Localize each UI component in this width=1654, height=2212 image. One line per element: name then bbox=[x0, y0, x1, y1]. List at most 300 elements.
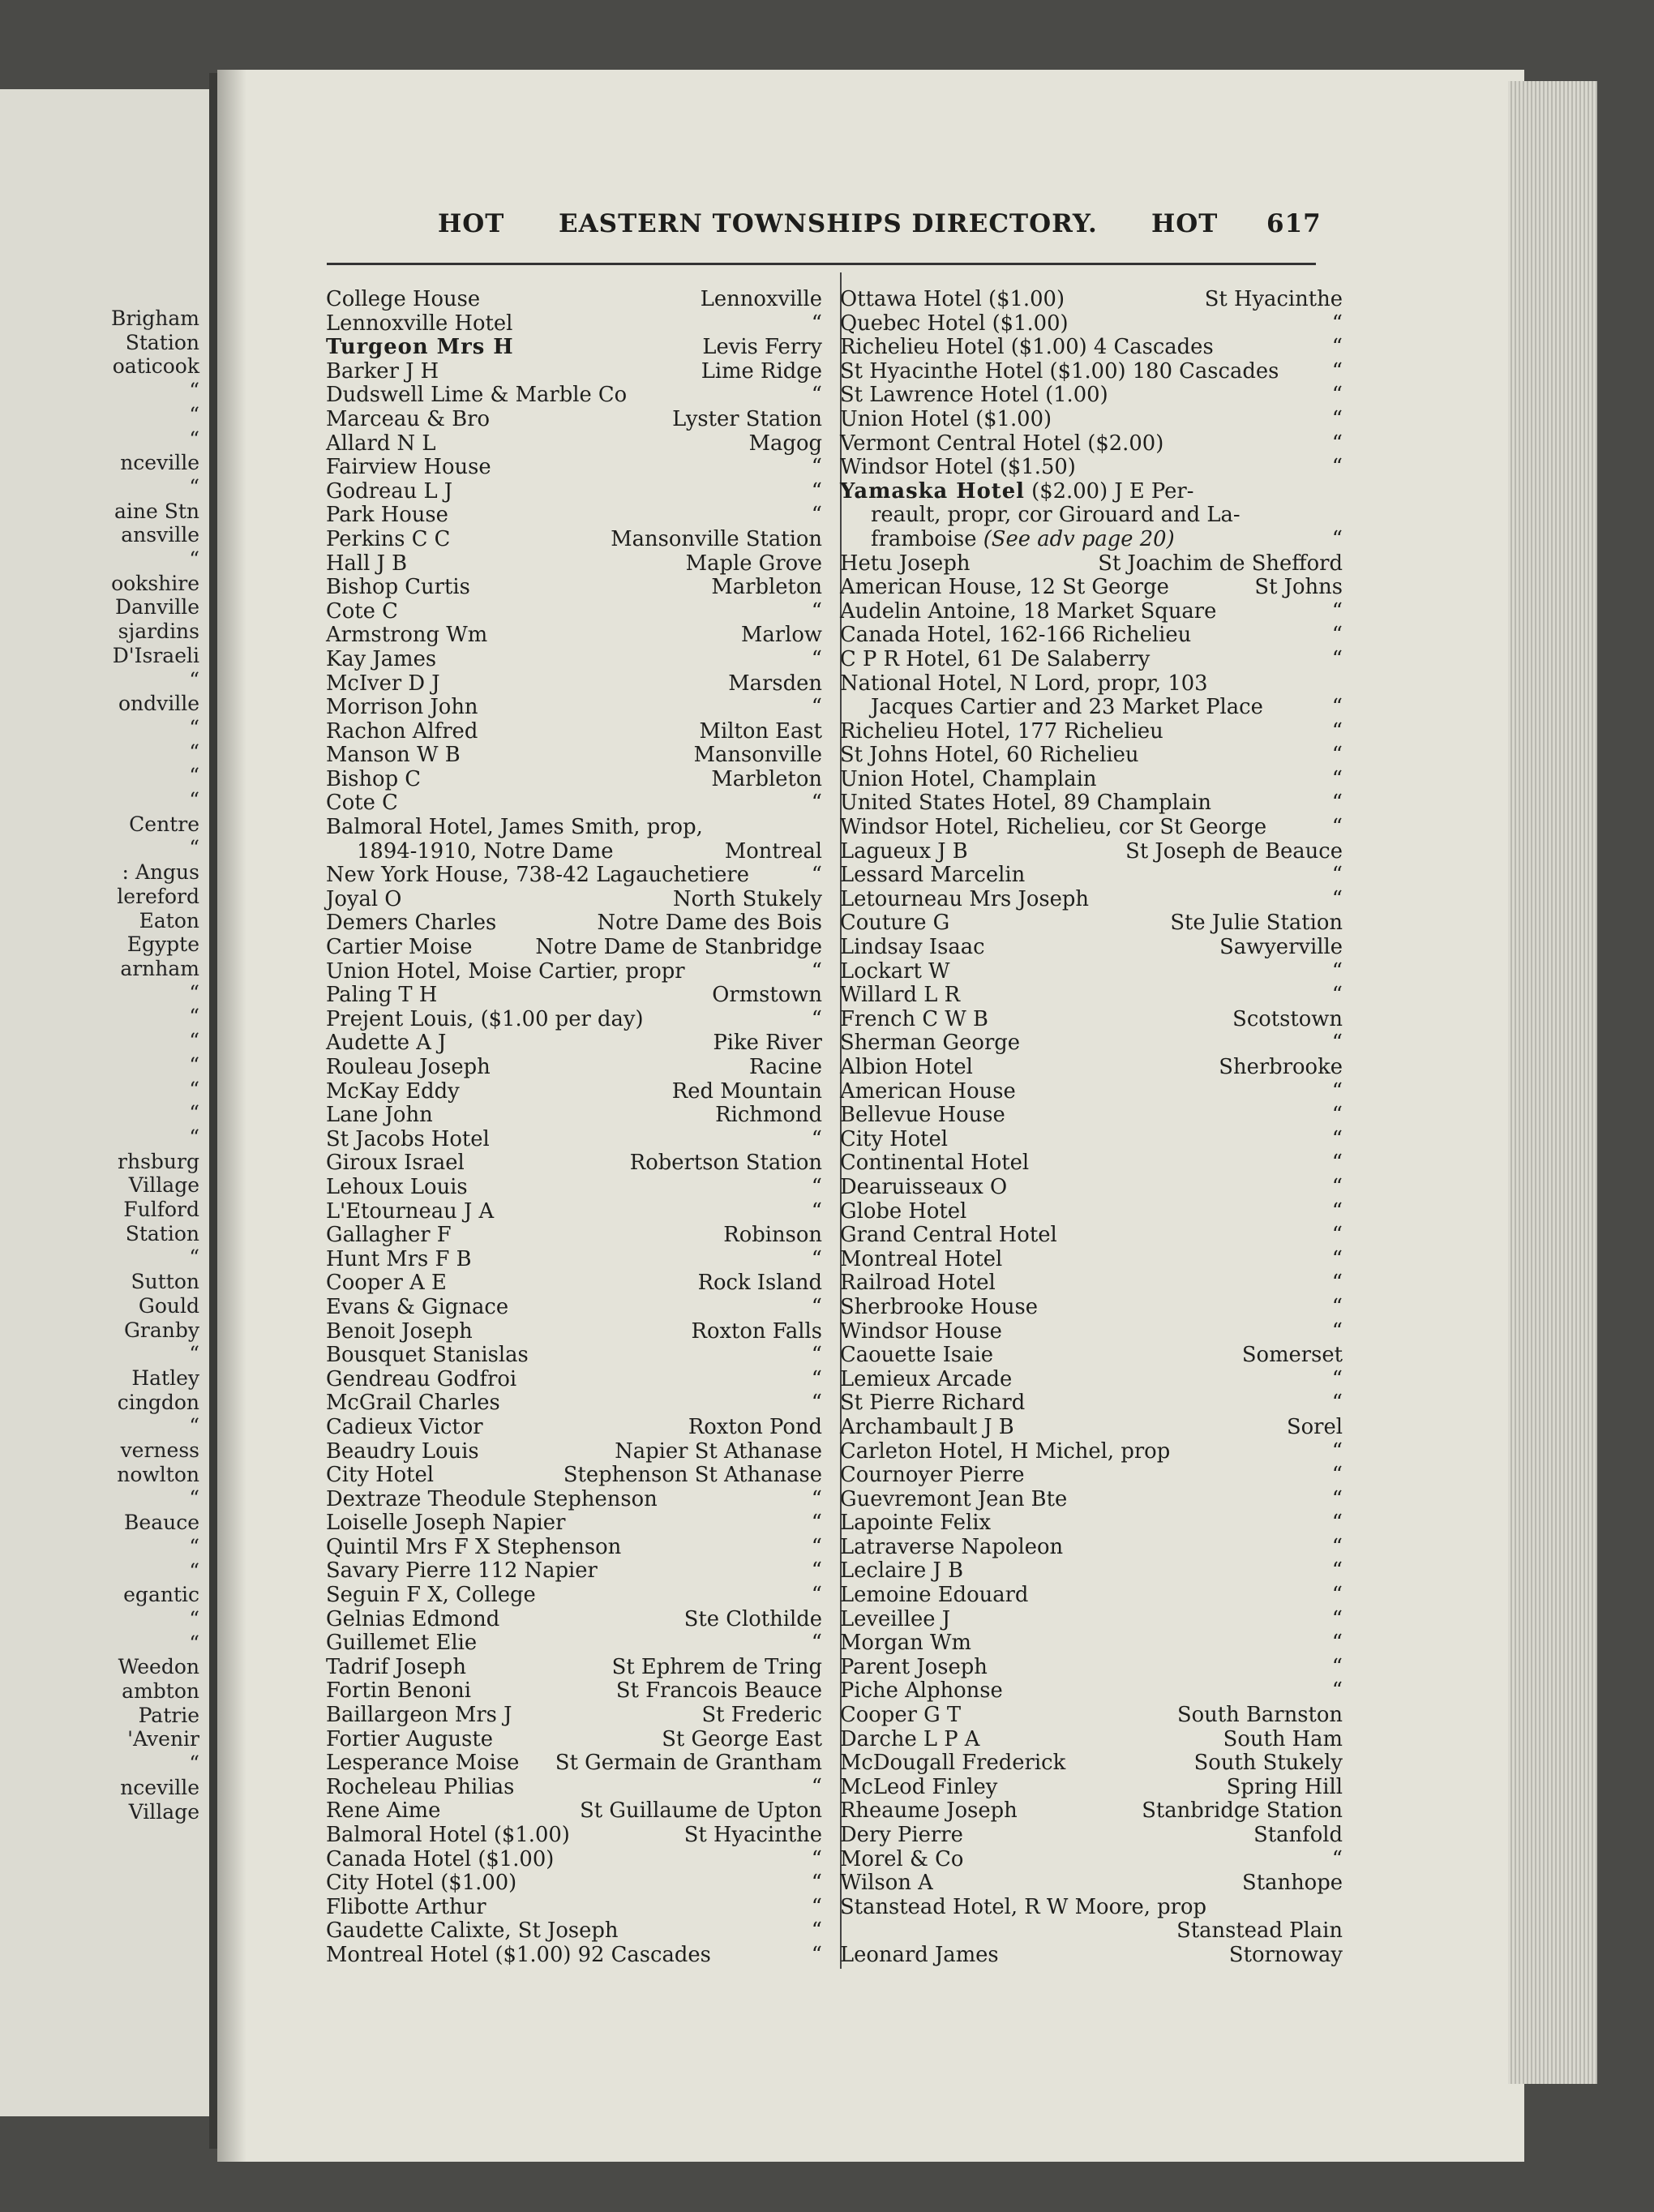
entry-name: Armstrong Wm bbox=[326, 623, 488, 648]
entry-place: Stephenson St Athanase bbox=[563, 1463, 822, 1488]
entry-name: Albion Hotel bbox=[840, 1055, 973, 1079]
directory-entry bbox=[326, 1704, 822, 1728]
directory-entry bbox=[840, 696, 1343, 720]
entry-place: Maple Grove bbox=[685, 551, 822, 576]
entry-name: Montreal Hotel bbox=[840, 1246, 1003, 1271]
left-page-fragment: “ bbox=[189, 474, 199, 499]
entry-place: “ bbox=[811, 1198, 822, 1224]
entry-name-bold: Yamaska Hotel bbox=[840, 478, 1025, 504]
left-page-fragment: “ bbox=[189, 427, 199, 451]
left-page-fragment: “ bbox=[189, 1606, 199, 1631]
entry-place: “ bbox=[811, 1871, 822, 1896]
entry-name: Loiselle Joseph Napier bbox=[326, 1511, 566, 1536]
left-page-fragment: sjardins bbox=[118, 619, 199, 644]
entry-place: St Hyacinthe bbox=[683, 1823, 822, 1847]
entry-name: Fairview House bbox=[326, 455, 491, 480]
entry-place: “ bbox=[811, 863, 822, 888]
entry-place: “ bbox=[1331, 1583, 1343, 1608]
entry-name: Leveillee J bbox=[840, 1606, 951, 1631]
entry-name: Evans & Gignace bbox=[326, 1294, 509, 1319]
entry-place: “ bbox=[1331, 358, 1343, 384]
left-page-fragment: lereford bbox=[117, 884, 199, 908]
directory-entry bbox=[326, 1248, 822, 1272]
entry-place: “ bbox=[811, 311, 822, 336]
left-page-fragments bbox=[111, 307, 199, 1824]
directory-entry bbox=[840, 1104, 1343, 1128]
header-right-abbrev: HOT bbox=[1151, 209, 1219, 238]
left-page-fragment: “ bbox=[189, 764, 199, 788]
entry-name: Bousquet Stanislas bbox=[326, 1343, 529, 1368]
directory-entry bbox=[326, 1776, 822, 1800]
directory-entry bbox=[326, 1128, 822, 1152]
directory-entry bbox=[326, 911, 822, 936]
left-page-fragment: “ bbox=[189, 980, 199, 1005]
directory-entry bbox=[840, 1896, 1343, 1920]
entry-name: Guevremont Jean Bte bbox=[840, 1486, 1068, 1511]
entry-name: Union Hotel, Champlain bbox=[840, 766, 1097, 791]
left-page-fragment: “ bbox=[189, 788, 199, 812]
entry-name: American House, 12 St George bbox=[840, 575, 1169, 600]
left-page-fragment: “ bbox=[189, 1077, 199, 1101]
directory-entry bbox=[326, 1631, 822, 1656]
directory-entry bbox=[326, 1896, 822, 1920]
left-page-fragment: “ bbox=[189, 1342, 199, 1366]
entry-place: St Frederic bbox=[701, 1703, 822, 1728]
header-left-abbrev: HOT bbox=[438, 209, 505, 238]
directory-entry bbox=[326, 1799, 822, 1824]
entry-name: Balmoral Hotel, James Smith, prop, bbox=[326, 815, 703, 840]
directory-entry bbox=[326, 504, 822, 528]
entry-name: Union Hotel ($1.00) bbox=[840, 406, 1052, 431]
entry-name: Sherman George bbox=[840, 1031, 1021, 1056]
entry-name: Morrison John bbox=[326, 695, 478, 720]
entry-name: Quintil Mrs F X Stephenson bbox=[326, 1534, 622, 1559]
entry-name: City Hotel ($1.00) bbox=[326, 1871, 517, 1896]
entry-name: Rachon Alfred bbox=[326, 718, 478, 744]
directory-entry bbox=[326, 1224, 822, 1248]
entry-name: Dudswell Lime & Marble Co bbox=[326, 383, 628, 408]
entry-place: “ bbox=[1331, 886, 1343, 911]
entry-name: framboise (See adv page 20) bbox=[871, 526, 1175, 551]
directory-entry bbox=[840, 1128, 1343, 1152]
entry-place: “ bbox=[811, 598, 822, 624]
entry-place: Notre Dame de Stanbridge bbox=[535, 935, 822, 960]
entry-place: “ bbox=[1331, 431, 1343, 456]
entry-place: Stanbridge Station bbox=[1142, 1798, 1343, 1824]
left-page-fragment: aine Stn bbox=[114, 499, 199, 523]
entry-name: Beaudry Louis bbox=[326, 1438, 479, 1464]
entry-name: C P R Hotel, 61 De Salaberry bbox=[840, 646, 1151, 671]
entry-place: “ bbox=[1331, 1654, 1343, 1679]
directory-entry bbox=[326, 456, 822, 480]
directory-entry bbox=[326, 576, 822, 600]
directory-entry bbox=[840, 432, 1343, 457]
directory-entry bbox=[326, 384, 822, 408]
left-page-fragment: Sutton bbox=[131, 1270, 199, 1294]
directory-entry bbox=[840, 840, 1343, 864]
entry-name: Kay James bbox=[326, 646, 437, 671]
left-page-fragment: Danville bbox=[115, 595, 199, 619]
entry-name: Prejent Louis, ($1.00 per day) bbox=[326, 1006, 644, 1031]
page-shadow bbox=[217, 70, 246, 2162]
entry-name: McKay Eddy bbox=[326, 1078, 460, 1104]
directory-entry bbox=[326, 360, 822, 384]
entry-place: “ bbox=[1331, 1558, 1343, 1584]
entry-name: Lehoux Louis bbox=[326, 1174, 468, 1199]
entry-place: “ bbox=[811, 1366, 822, 1391]
directory-entry bbox=[840, 624, 1343, 648]
entry-place: “ bbox=[811, 1774, 822, 1799]
directory-entry bbox=[326, 840, 822, 864]
directory-entry bbox=[326, 1488, 822, 1512]
entry-name: Cournoyer Pierre bbox=[840, 1463, 1025, 1488]
entry-name: Rheaume Joseph bbox=[840, 1798, 1018, 1824]
entry-name: Richelieu Hotel, 177 Richelieu bbox=[840, 718, 1163, 744]
directory-entry bbox=[326, 1919, 822, 1944]
entry-name: French C W B bbox=[840, 1006, 988, 1031]
entry-name: Bellevue House bbox=[840, 1103, 1005, 1128]
entry-name: Balmoral Hotel ($1.00) bbox=[326, 1823, 570, 1847]
directory-entry bbox=[840, 1031, 1343, 1056]
directory-entry bbox=[840, 984, 1343, 1008]
left-page-fragment: “ bbox=[189, 1558, 199, 1583]
left-page-fragment: “ bbox=[189, 1125, 199, 1149]
entry-name: Cote C bbox=[326, 791, 398, 816]
left-page-fragment: Hatley bbox=[131, 1365, 199, 1390]
entry-name: Allard N L bbox=[326, 431, 436, 456]
entry-place: “ bbox=[1331, 791, 1343, 816]
directory-column-left bbox=[326, 288, 822, 1968]
entry-name: Manson W B bbox=[326, 743, 461, 768]
entry-place: Robinson bbox=[723, 1223, 822, 1248]
directory-entry bbox=[326, 1559, 822, 1584]
directory-entry bbox=[840, 456, 1343, 480]
entry-place: Rock Island bbox=[697, 1271, 822, 1296]
entry-place: Red Mountain bbox=[671, 1078, 822, 1104]
entry-place: Stornoway bbox=[1228, 1942, 1343, 1967]
entry-place: “ bbox=[1331, 1294, 1343, 1319]
directory-entry bbox=[840, 384, 1343, 408]
entry-name: St Pierre Richard bbox=[840, 1391, 1026, 1416]
directory-entry bbox=[840, 288, 1343, 312]
entry-name: reault, propr, cor Girouard and La- bbox=[871, 503, 1240, 528]
directory-entry bbox=[326, 600, 822, 624]
directory-entry bbox=[326, 336, 822, 360]
entry-name: Guillemet Elie bbox=[326, 1631, 478, 1656]
directory-entry bbox=[840, 1751, 1343, 1776]
left-page-fragment: “ bbox=[189, 667, 199, 692]
entry-place: St Joseph de Beauce bbox=[1125, 838, 1343, 864]
directory-entry bbox=[326, 1656, 822, 1680]
entry-place: Lime Ridge bbox=[701, 358, 822, 384]
directory-entry bbox=[326, 1391, 822, 1416]
entry-name: Parent Joseph bbox=[840, 1654, 988, 1679]
entry-name: 1894-1910, Notre Dame bbox=[357, 838, 614, 864]
directory-entry bbox=[326, 1608, 822, 1632]
directory-entry bbox=[840, 1368, 1343, 1392]
entry-name: Godreau L J bbox=[326, 478, 453, 504]
directory-entry bbox=[840, 600, 1343, 624]
entry-place: “ bbox=[1331, 1103, 1343, 1128]
entry-name: McIver D J bbox=[326, 671, 440, 696]
entry-place: Marlow bbox=[741, 623, 822, 648]
entry-name: Flibotte Arthur bbox=[326, 1894, 486, 1919]
entry-name: Letourneau Mrs Joseph bbox=[840, 886, 1090, 911]
entry-name: Lindsay Isaac bbox=[840, 935, 985, 960]
entry-place: Scotstown bbox=[1232, 1006, 1343, 1031]
entry-place: “ bbox=[1331, 1534, 1343, 1559]
entry-name: Marceau & Bro bbox=[326, 406, 491, 431]
left-page-fragment: “ bbox=[189, 1631, 199, 1655]
entry-name: Windsor Hotel, Richelieu, cor St George bbox=[840, 815, 1267, 840]
left-page-fragment: “ bbox=[189, 1052, 199, 1077]
entry-place: “ bbox=[811, 1631, 822, 1656]
entry-name: Cooper A E bbox=[326, 1271, 447, 1296]
left-page-fragment: “ bbox=[189, 739, 199, 764]
entry-place: “ bbox=[1331, 1271, 1343, 1296]
left-page-fragment: “ bbox=[189, 1245, 199, 1270]
directory-entry bbox=[840, 1416, 1343, 1440]
entry-place: “ bbox=[811, 1294, 822, 1319]
left-page-fragment: oaticook bbox=[112, 354, 199, 379]
directory-entry bbox=[840, 1488, 1343, 1512]
left-page-fragment: : Angus bbox=[122, 860, 199, 885]
entry-name: Tadrif Joseph bbox=[326, 1654, 466, 1679]
entry-place: Ste Clothilde bbox=[683, 1606, 822, 1631]
directory-entry bbox=[840, 1344, 1343, 1368]
entry-name: Union Hotel, Moise Cartier, propr bbox=[326, 958, 685, 984]
entry-place: Roxton Falls bbox=[691, 1318, 822, 1344]
entry-place: St Francois Beauce bbox=[615, 1678, 822, 1704]
entry-name: Benoit Joseph bbox=[326, 1318, 473, 1344]
left-page-fragment: Patrie bbox=[138, 1703, 199, 1727]
entry-place: “ bbox=[1331, 646, 1343, 671]
entry-place: “ bbox=[811, 1246, 822, 1271]
entry-place: “ bbox=[811, 1006, 822, 1031]
directory-entry bbox=[840, 1944, 1343, 1968]
directory-entry bbox=[326, 288, 822, 312]
entry-name: Lapointe Felix bbox=[840, 1511, 992, 1536]
entry-place: “ bbox=[1331, 695, 1343, 720]
left-page-fragment: verness bbox=[120, 1438, 199, 1463]
entry-place: “ bbox=[1331, 1391, 1343, 1416]
entry-name: Carleton Hotel, H Michel, prop bbox=[840, 1438, 1171, 1464]
entry-place: “ bbox=[811, 478, 822, 504]
left-page-fragment: egantic bbox=[123, 1583, 199, 1607]
directory-entry bbox=[840, 1200, 1343, 1224]
left-page-fragment: nowlton bbox=[117, 1462, 199, 1486]
directory-entry bbox=[840, 528, 1343, 552]
entry-name: Lemoine Edouard bbox=[840, 1583, 1029, 1608]
directory-entry bbox=[840, 791, 1343, 816]
entry-place: “ bbox=[1331, 1486, 1343, 1511]
directory-entry bbox=[840, 1704, 1343, 1728]
entry-name: Willard L R bbox=[840, 983, 960, 1008]
entry-place: “ bbox=[811, 455, 822, 480]
directory-entry bbox=[326, 791, 822, 816]
directory-entry bbox=[840, 1176, 1343, 1200]
entry-name: Cote C bbox=[326, 598, 398, 624]
entry-name: Lagueux J B bbox=[840, 838, 968, 864]
left-page-fragment: “ bbox=[189, 402, 199, 427]
left-page-fragment: Egypte bbox=[126, 932, 199, 957]
directory-entry bbox=[326, 864, 822, 888]
entry-name: Couture G bbox=[840, 911, 950, 936]
entry-name: McDougall Frederick bbox=[840, 1751, 1066, 1776]
entry-name: Canada Hotel, 162-166 Richelieu bbox=[840, 623, 1192, 648]
left-page-fragment: “ bbox=[189, 547, 199, 572]
entry-name: Sherbrooke House bbox=[840, 1294, 1039, 1319]
entry-place: “ bbox=[811, 646, 822, 671]
entry-name: Rene Aime bbox=[326, 1798, 441, 1824]
entry-name: St Johns Hotel, 60 Richelieu bbox=[840, 743, 1139, 768]
entry-place: “ bbox=[1331, 815, 1343, 840]
directory-entry bbox=[326, 1728, 822, 1752]
entry-place: Roxton Pond bbox=[688, 1414, 822, 1439]
directory-entry bbox=[326, 432, 822, 457]
directory-entry bbox=[840, 360, 1343, 384]
entry-name: St Lawrence Hotel (1.00) bbox=[840, 383, 1108, 408]
entry-name: McGrail Charles bbox=[326, 1391, 500, 1416]
entry-place: Marbleton bbox=[711, 766, 822, 791]
entry-place: St Hyacinthe bbox=[1204, 287, 1343, 311]
entry-place: “ bbox=[811, 1511, 822, 1536]
directory-entry bbox=[326, 1104, 822, 1128]
entry-place: South Stukely bbox=[1193, 1751, 1343, 1776]
entry-place: St Germain de Grantham bbox=[555, 1751, 822, 1776]
entry-place: Lennoxville bbox=[700, 287, 822, 311]
entry-place: Stanstead Plain bbox=[1176, 1918, 1343, 1944]
directory-entry bbox=[840, 1919, 1343, 1944]
directory-entry bbox=[840, 936, 1343, 960]
entry-place: “ bbox=[811, 1846, 822, 1871]
entry-name: Dextraze Theodule Stephenson bbox=[326, 1486, 658, 1511]
entry-name: Hunt Mrs F B bbox=[326, 1246, 472, 1271]
entry-place: St Joachim de Shefford bbox=[1098, 551, 1343, 576]
entry-name: L'Etourneau J A bbox=[326, 1198, 495, 1224]
entry-place: Pike River bbox=[713, 1031, 822, 1056]
entry-name: Turgeon Mrs H bbox=[326, 335, 514, 360]
entry-place: “ bbox=[1331, 1463, 1343, 1488]
directory-entry bbox=[326, 720, 822, 744]
entry-place: “ bbox=[811, 1126, 822, 1151]
left-page-fragment: Weedon bbox=[118, 1655, 199, 1679]
entry-name: Stanstead Hotel, R W Moore, prop bbox=[840, 1894, 1207, 1919]
entry-place: “ bbox=[811, 383, 822, 408]
directory-entry bbox=[326, 1848, 822, 1872]
directory-entry bbox=[326, 768, 822, 792]
entry-place: “ bbox=[811, 1391, 822, 1416]
entry-name: Leclaire J B bbox=[840, 1558, 964, 1584]
entry-place: Lyster Station bbox=[672, 406, 822, 431]
directory-entry bbox=[840, 1440, 1343, 1464]
entry-name: Wilson A bbox=[840, 1871, 933, 1896]
entry-place: “ bbox=[1331, 1151, 1343, 1176]
directory-entry bbox=[840, 1320, 1343, 1344]
entry-name: Jacques Cartier and 23 Market Place bbox=[871, 695, 1263, 720]
entry-name: Caouette Isaie bbox=[840, 1343, 994, 1368]
entry-name: Piche Alphonse bbox=[840, 1678, 1003, 1704]
entry-name: St Jacobs Hotel bbox=[326, 1126, 490, 1151]
entry-place: “ bbox=[1331, 1438, 1343, 1464]
entry-place: “ bbox=[1331, 1678, 1343, 1704]
entry-name: Continental Hotel bbox=[840, 1151, 1030, 1176]
entry-place: “ bbox=[811, 1534, 822, 1559]
directory-entry bbox=[840, 648, 1343, 672]
entry-name: Richelieu Hotel ($1.00) 4 Cascades bbox=[840, 335, 1214, 360]
directory-entry bbox=[840, 1799, 1343, 1824]
entry-place: “ bbox=[1331, 1511, 1343, 1536]
entry-name: McLeod Finley bbox=[840, 1774, 998, 1799]
entry-name: Vermont Central Hotel ($2.00) bbox=[840, 431, 1164, 456]
directory-entry bbox=[840, 888, 1343, 912]
entry-place: “ bbox=[1331, 1126, 1343, 1151]
left-page-fragment: nceville bbox=[120, 451, 199, 475]
entry-place: “ bbox=[1331, 718, 1343, 744]
directory-entry bbox=[326, 936, 822, 960]
directory-entry bbox=[326, 1584, 822, 1608]
directory-entry bbox=[840, 864, 1343, 888]
directory-entry bbox=[840, 480, 1343, 504]
left-page-fragment: “ bbox=[189, 836, 199, 860]
directory-entry bbox=[326, 1440, 822, 1464]
directory-entry bbox=[326, 648, 822, 672]
entry-place: “ bbox=[811, 503, 822, 528]
left-page-fragment: arnham bbox=[120, 956, 199, 980]
directory-entry bbox=[840, 1080, 1343, 1104]
page-title: EASTERN TOWNSHIPS DIRECTORY. bbox=[559, 209, 1098, 238]
entry-name: College House bbox=[326, 287, 481, 311]
left-page-fragment: “ bbox=[189, 1005, 199, 1029]
left-page-fragment: “ bbox=[189, 1029, 199, 1053]
entry-place: St Ephrem de Tring bbox=[611, 1654, 822, 1679]
directory-entry bbox=[326, 1008, 822, 1032]
entry-name: Joyal O bbox=[326, 886, 402, 911]
entry-name: Morel & Co bbox=[840, 1846, 964, 1871]
entry-place: Somerset bbox=[1241, 1343, 1343, 1368]
entry-name: Giroux Israel bbox=[326, 1151, 465, 1176]
left-page-fragment: Brigham bbox=[110, 307, 199, 330]
directory-entry bbox=[326, 1320, 822, 1344]
left-page-fragment: nceville bbox=[120, 1775, 199, 1799]
entry-name: United States Hotel, 89 Champlain bbox=[840, 791, 1211, 816]
left-page-fragment: “ bbox=[189, 1414, 199, 1438]
entry-place: “ bbox=[1331, 311, 1343, 336]
entry-place: Richmond bbox=[715, 1103, 822, 1128]
directory-entry bbox=[840, 960, 1343, 984]
entry-place: Stanfold bbox=[1253, 1823, 1343, 1847]
entry-name: Cartier Moise bbox=[326, 935, 473, 960]
directory-entry bbox=[326, 1511, 822, 1536]
header-rule bbox=[327, 263, 1316, 265]
entry-place: North Stukely bbox=[673, 886, 822, 911]
entry-name: Grand Central Hotel bbox=[840, 1223, 1057, 1248]
entry-name: Lane John bbox=[326, 1103, 433, 1128]
directory-entry bbox=[840, 1151, 1343, 1176]
left-page-fragment: 'Avenir bbox=[127, 1727, 199, 1751]
directory-entry bbox=[840, 1631, 1343, 1656]
left-page-fragment: “ bbox=[189, 1101, 199, 1125]
entry-name: Gendreau Godfroi bbox=[326, 1366, 517, 1391]
left-page-fragment: cingdon bbox=[117, 1390, 199, 1414]
entry-place: “ bbox=[1331, 1606, 1343, 1631]
entry-place: “ bbox=[1331, 526, 1343, 551]
entry-name: American House bbox=[840, 1078, 1016, 1104]
entry-place: St George East bbox=[662, 1726, 822, 1751]
directory-entry bbox=[326, 480, 822, 504]
entry-name: City Hotel bbox=[840, 1126, 949, 1151]
directory-entry bbox=[840, 1559, 1343, 1584]
